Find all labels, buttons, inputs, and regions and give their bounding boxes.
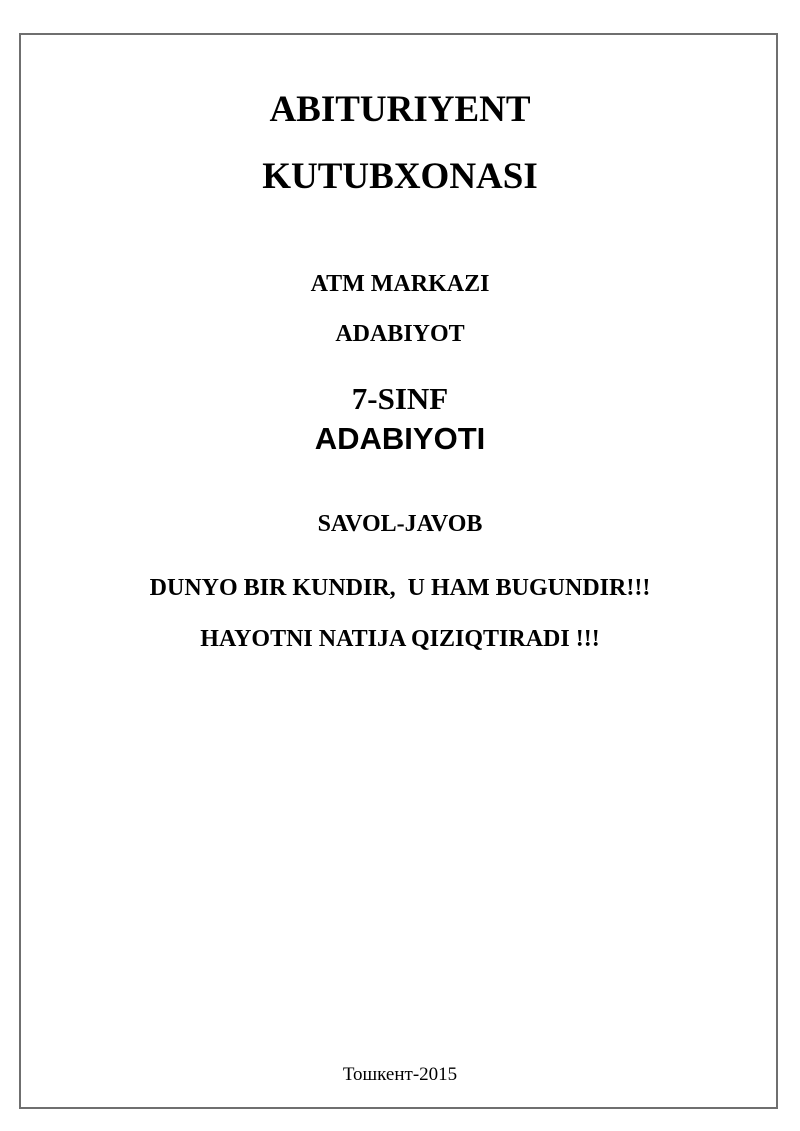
title-line-2: KUTUBXONASI: [262, 156, 538, 197]
format-label: SAVOL-JAVOB: [317, 511, 483, 537]
footer-city-year: Тошкент-2015: [342, 1064, 458, 1085]
motto-line-2: HAYOTNI NATIJA QIZIQTIRADI !!!: [200, 626, 600, 652]
grade-line-2: ADABIYOTI: [314, 421, 486, 456]
center-name: ATM MARKAZI: [310, 271, 490, 297]
subject-name: ADABIYOT: [335, 321, 465, 347]
title-line-1: ABITURIYENT: [269, 89, 531, 130]
grade-line-1: 7-SINF: [351, 381, 449, 416]
motto-line-1: DUNYO BIR KUNDIR, U HAM BUGUNDIR!!!: [149, 575, 651, 601]
